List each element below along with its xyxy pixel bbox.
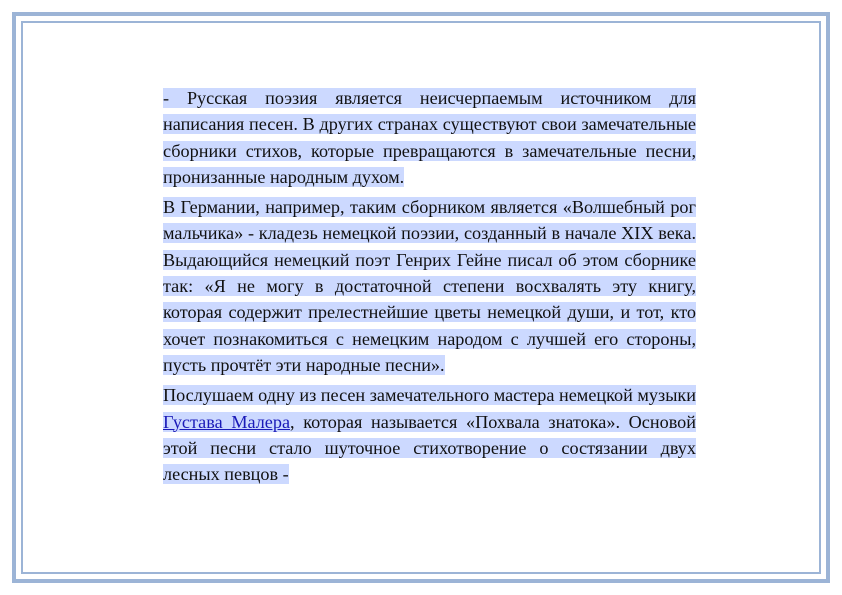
paragraph-mahler (163, 382, 696, 487)
slide-text-block (163, 85, 696, 491)
paragraph-text: - Русская поэзия является неисчерпаемым источником для написания песен. В других странах существуют свои замечательные сборники стихов, которые превращаются в замечательные песни, пронизанные народным духом. (163, 88, 696, 187)
paragraph-russian-poetry (163, 85, 696, 190)
paragraph-germany (163, 194, 696, 378)
mahler-link[interactable]: Густава Малера (163, 411, 291, 432)
paragraph-text-before-link: Послушаем одну из песен замечательного мастера немецкой музыки (163, 385, 696, 406)
paragraph-text-after-link: , которая называется «Похвала знатока». Основой этой песни стало шуточное стихотворение о состязании двух лесных певцов - (163, 411, 696, 485)
paragraph-text: В Германии, например, таким сборником является «Волшебный рог мальчика» - кладезь немецкой поэзии, созданный в начале XIX века. Выдающийся немецкий поэт Генрих Гейне писал об этом сборнике так: «Я не могу в достаточной степени восхвалять эту книгу, которая содержит прелестнейшие цветы немецкой души, и тот, кто хочет познакомиться с немецким народом с лучшей его стороны, пусть прочтёт эти народные песни». (163, 197, 696, 375)
